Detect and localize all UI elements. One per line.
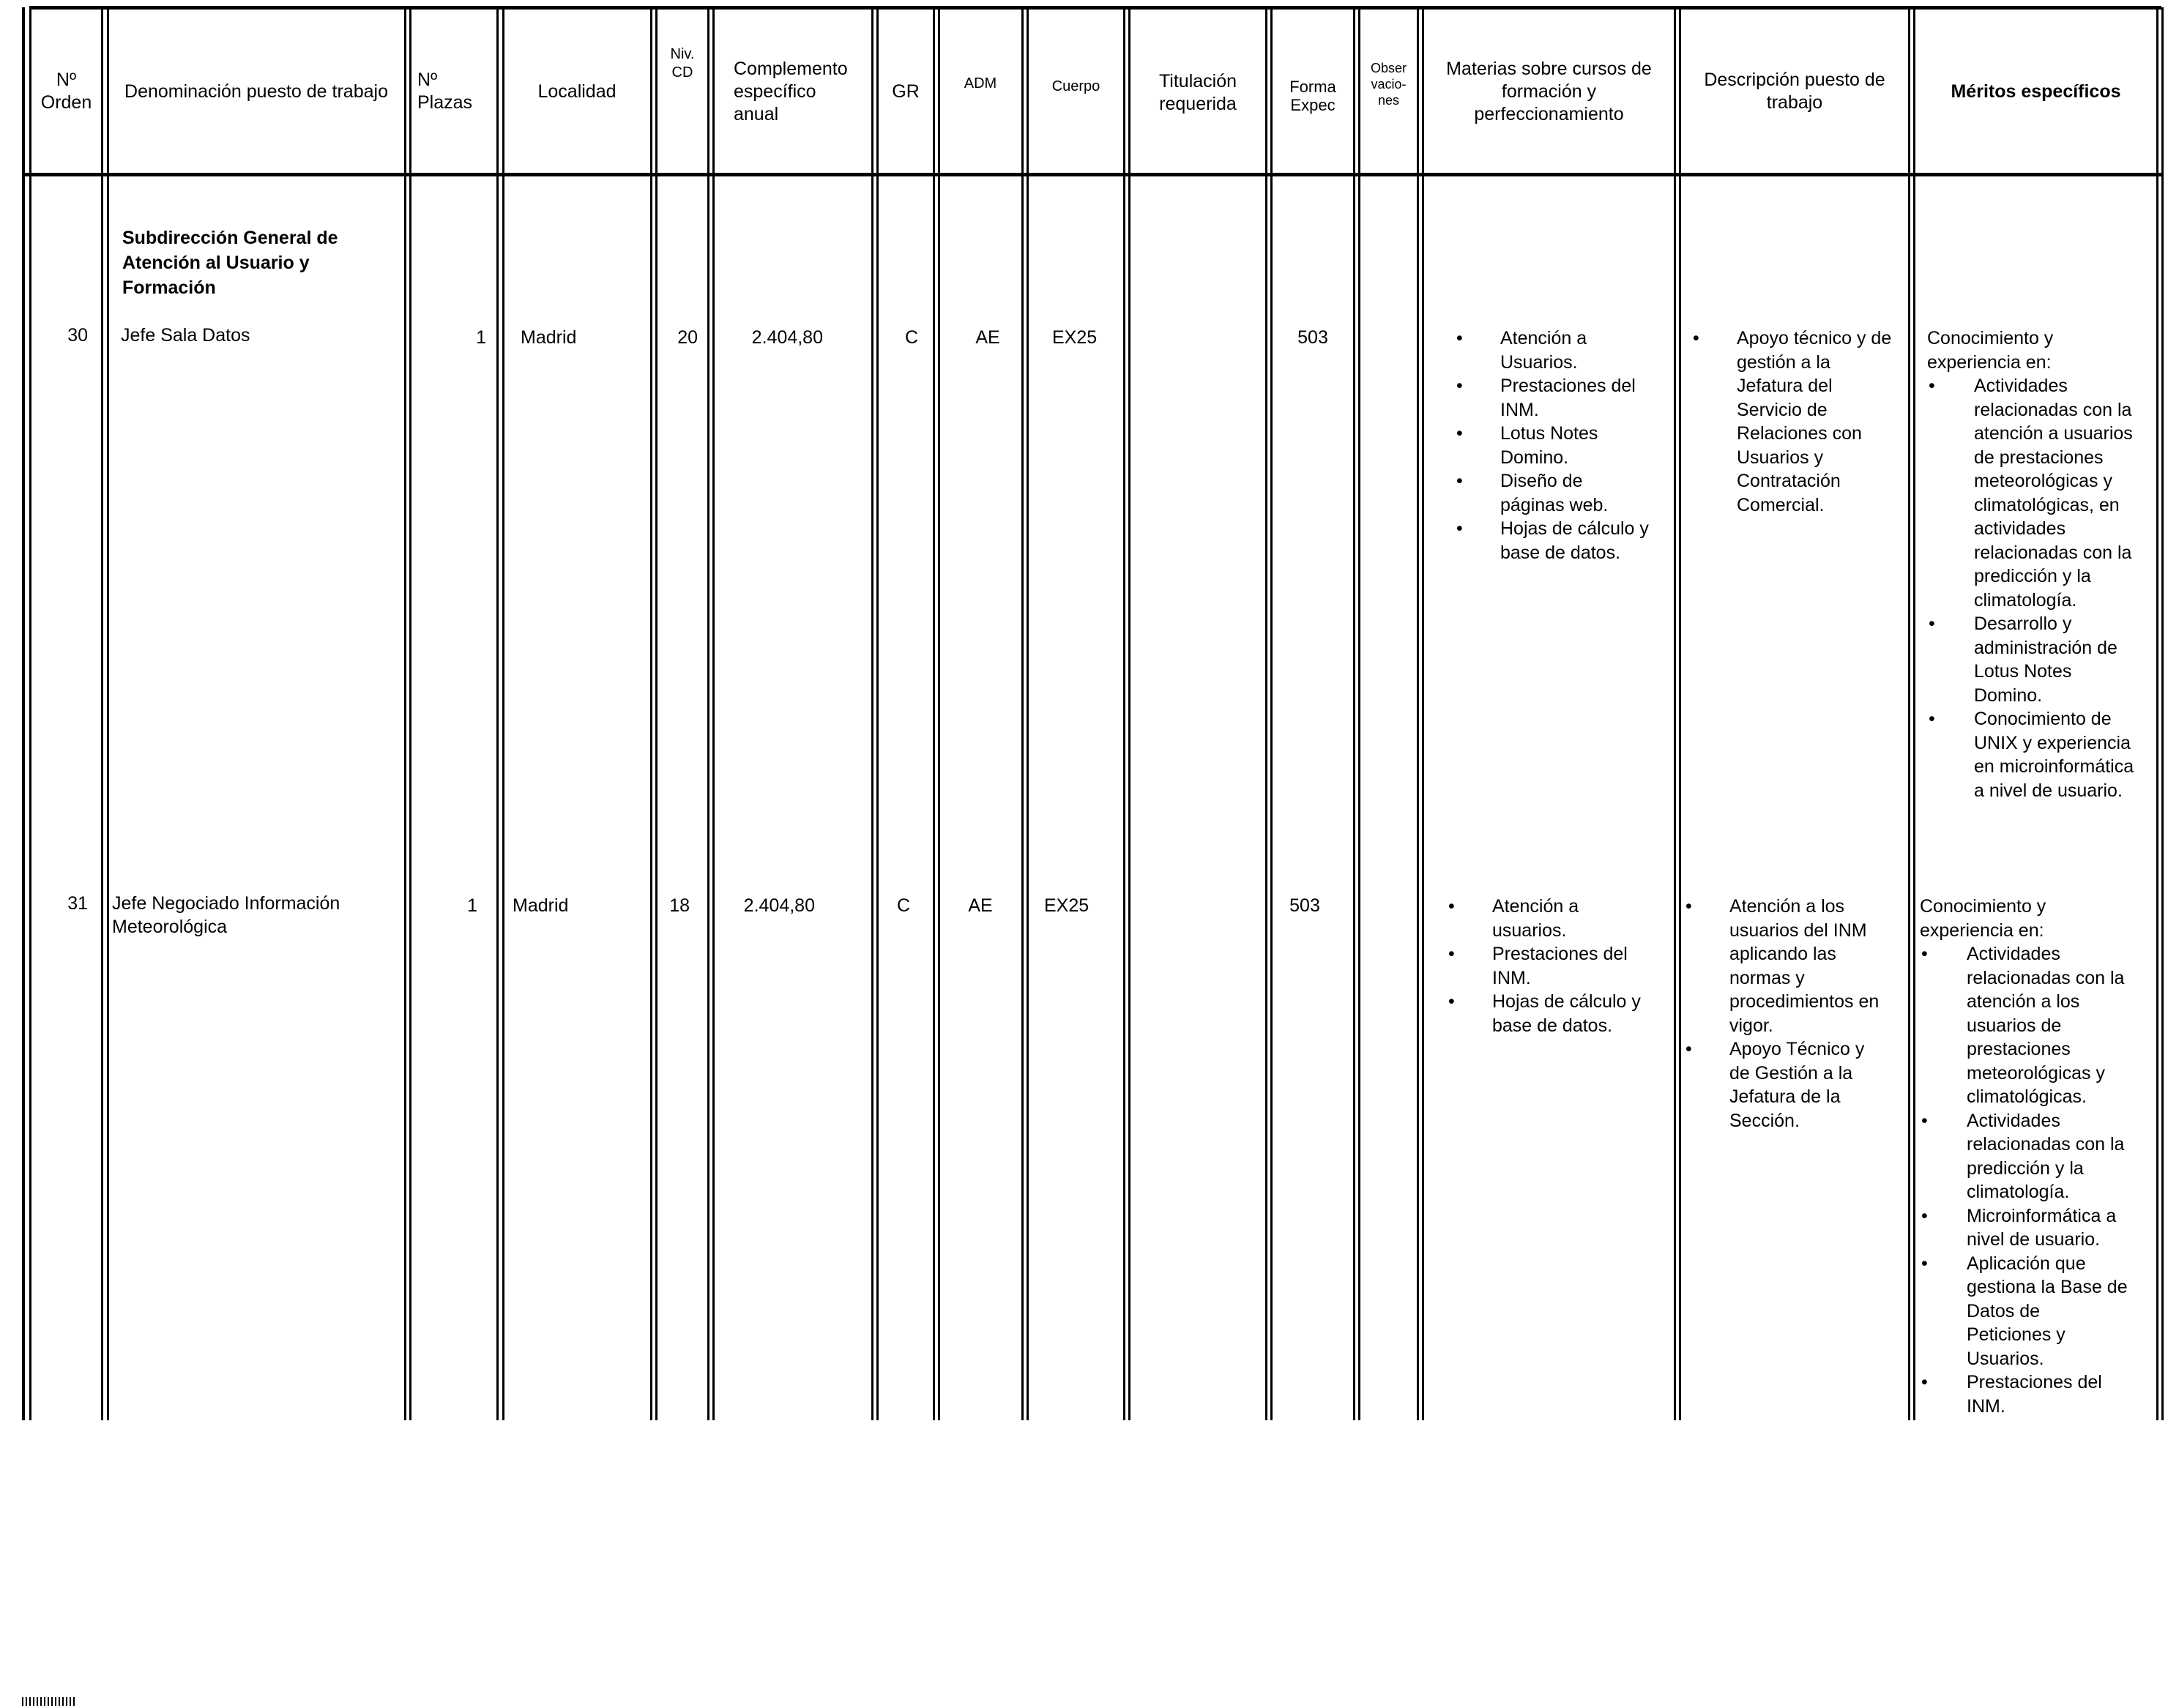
column-divider xyxy=(1353,7,1355,1420)
column-divider xyxy=(1021,7,1024,1420)
row-descripcion-list xyxy=(1681,895,1890,1133)
column-divider xyxy=(29,7,31,1420)
column-divider xyxy=(876,7,879,1420)
column-divider xyxy=(938,7,940,1420)
column-divider xyxy=(933,7,935,1420)
scan-barcode-mark xyxy=(22,1697,75,1706)
header-forma: Forma Expec xyxy=(1289,78,1336,114)
row-forma: 503 xyxy=(1289,895,1320,916)
column-divider xyxy=(1417,7,1419,1420)
column-divider xyxy=(871,7,873,1420)
list-item: • Diseño de páginas web. xyxy=(1452,469,1650,517)
row-nivcd: 20 xyxy=(677,327,698,348)
column-divider xyxy=(1674,7,1676,1420)
row-forma: 503 xyxy=(1297,327,1328,348)
column-divider xyxy=(707,7,709,1420)
list-item: • Microinformática a nivel de usuario. xyxy=(1917,1204,2129,1252)
column-divider xyxy=(2161,7,2164,1420)
column-divider xyxy=(1027,7,1029,1420)
list-item: • Conocimiento de UNIX y experiencia en microinformática a nivel de usuario. xyxy=(1924,707,2137,802)
column-divider xyxy=(1270,7,1273,1420)
row-gr: C xyxy=(896,895,911,916)
row-localidad: Madrid xyxy=(521,327,577,348)
row-complemento: 2.404,80 xyxy=(743,895,815,916)
row-orden: 30 xyxy=(67,325,88,346)
row-adm: AE xyxy=(975,327,1000,348)
list-item: • Lotus Notes Domino. xyxy=(1452,422,1650,469)
row-gr: C xyxy=(904,327,919,348)
row-denominacion: Jefe Negociado Información Meteorológica xyxy=(112,893,340,937)
column-divider xyxy=(1422,7,1424,1420)
header-nivcd: Niv. CD xyxy=(670,46,695,81)
row-descripcion-list xyxy=(1688,327,1897,517)
column-divider xyxy=(1128,7,1130,1420)
column-divider xyxy=(1265,7,1267,1420)
header-denominacion: Denominación puesto de trabajo xyxy=(124,81,388,102)
column-divider xyxy=(107,7,109,1420)
column-divider xyxy=(1123,7,1125,1420)
header-bottom-border xyxy=(22,173,2161,176)
header-plazas: Nº Plazas xyxy=(417,70,473,113)
list-item: • Atención a usuarios. xyxy=(1444,895,1642,942)
list-item: • Apoyo Técnico y de Gestión a la Jefatura de la Sección. xyxy=(1681,1037,1890,1133)
header-materias: Materias sobre cursos de formación y perfeccionamiento xyxy=(1446,58,1652,124)
header-gr: GR xyxy=(892,81,920,102)
list-item: • Apoyo técnico y de gestión a la Jefatura del Servicio de Relaciones con Usuarios y Contratación Comercial. xyxy=(1688,327,1897,517)
row-adm: AE xyxy=(968,895,993,916)
row-meritos-intro: Conocimiento y experiencia en: xyxy=(1927,328,2054,373)
header-titulacion: Titulación requerida xyxy=(1158,71,1237,114)
column-divider xyxy=(1679,7,1681,1420)
header-cuerpo: Cuerpo xyxy=(1051,78,1100,94)
column-divider xyxy=(101,7,103,1420)
header-descripcion: Descripción puesto de trabajo xyxy=(1704,70,1885,113)
list-item: • Atención a los usuarios del INM aplicando las normas y procedimientos en vigor. xyxy=(1681,895,1890,1037)
list-item: • Atención a Usuarios. xyxy=(1452,327,1650,374)
column-divider xyxy=(1913,7,1915,1420)
list-item: • Actividades relacionadas con la atención a los usuarios de prestaciones meteorológicas y climatológicas. xyxy=(1917,942,2129,1109)
row-meritos-intro: Conocimiento y experiencia en: xyxy=(1920,896,2046,941)
header-localidad: Localidad xyxy=(537,81,616,102)
row-materias-list xyxy=(1452,327,1650,564)
row-meritos-list xyxy=(1924,374,2137,802)
row-localidad: Madrid xyxy=(513,895,569,916)
row-cuerpo: EX25 xyxy=(1044,895,1089,916)
header-orden: Nº Orden xyxy=(40,70,92,113)
list-item: • Hojas de cálculo y base de datos. xyxy=(1444,990,1642,1037)
column-divider xyxy=(404,7,406,1420)
column-divider xyxy=(502,7,504,1420)
row-orden: 31 xyxy=(67,893,88,914)
row-denominacion: Jefe Sala Datos xyxy=(121,325,250,346)
column-divider xyxy=(22,7,25,1420)
list-item: • Hojas de cálculo y base de datos. xyxy=(1452,517,1650,564)
column-divider xyxy=(650,7,652,1420)
column-divider xyxy=(1358,7,1360,1420)
list-item: • Aplicación que gestiona la Base de Datos de Peticiones y Usuarios. xyxy=(1917,1252,2129,1371)
header-observaciones: Obser vacio- nes xyxy=(1370,61,1407,108)
column-divider xyxy=(409,7,411,1420)
list-item: • Prestaciones del INM. xyxy=(1452,374,1650,422)
list-item: • Prestaciones del INM. xyxy=(1444,942,1642,990)
column-divider xyxy=(496,7,499,1420)
column-divider xyxy=(1908,7,1910,1420)
row-nivcd: 18 xyxy=(669,895,690,916)
column-divider xyxy=(712,7,715,1420)
list-item: • Desarrollo y administración de Lotus Notes Domino. xyxy=(1924,612,2137,707)
table-top-border xyxy=(29,6,2161,10)
column-divider xyxy=(655,7,658,1420)
header-complemento: Complemento específico anual xyxy=(734,58,848,124)
header-meritos: Méritos específicos xyxy=(1951,81,2121,102)
row-complemento: 2.404,80 xyxy=(751,327,823,348)
header-adm: ADM xyxy=(964,75,997,92)
list-item: • Prestaciones del INM. xyxy=(1917,1370,2129,1418)
row-plazas: 1 xyxy=(476,327,486,348)
row-cuerpo: EX25 xyxy=(1052,327,1098,348)
list-item: • Actividades relacionadas con la atención a usuarios de prestaciones meteorológicas y climatológicas, en actividades relacionadas con la predicción y la climatología. xyxy=(1924,374,2137,612)
row-meritos-list xyxy=(1917,942,2129,1418)
section-heading: Subdirección General de Atención al Usuario y Formación xyxy=(122,228,338,298)
row-materias-list xyxy=(1444,895,1642,1037)
list-item: • Actividades relacionadas con la predicción y la climatología. xyxy=(1917,1109,2129,1204)
column-divider xyxy=(2156,7,2158,1420)
row-plazas: 1 xyxy=(467,895,477,916)
